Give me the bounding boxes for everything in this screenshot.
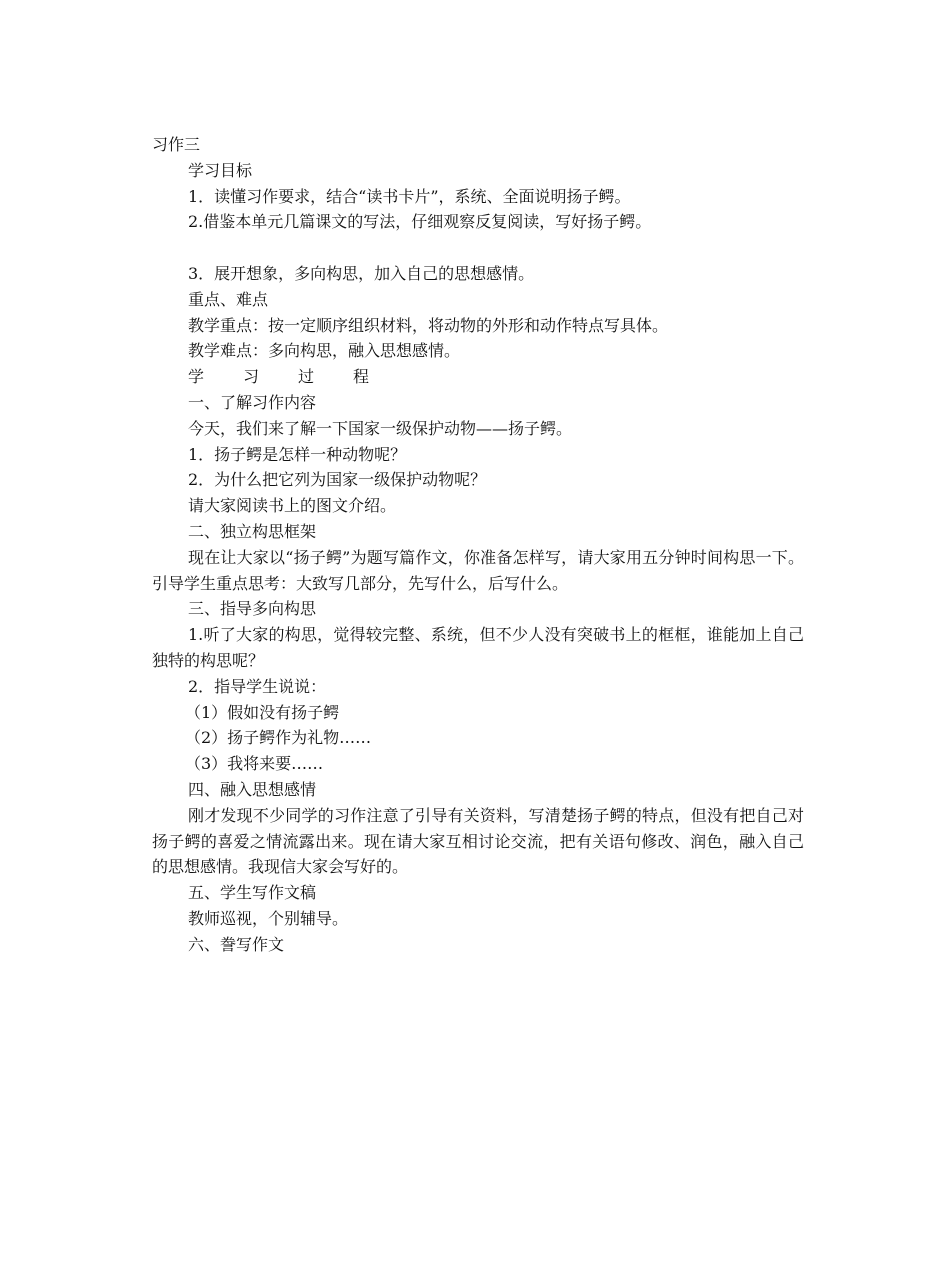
section-1-intro: 今天，我们来了解一下国家一级保护动物——扬子鳄。	[188, 418, 573, 438]
section-1-heading: 一、了解习作内容	[188, 392, 317, 412]
focus-difficult-point: 教学难点：多向构思，融入思想感情。	[188, 341, 461, 361]
section-5-heading: 五、学生写作文稿	[188, 883, 317, 903]
section-1-question-1: 1．扬子鳄是怎样一种动物呢？	[188, 444, 407, 464]
goals-heading: 学习目标	[188, 160, 253, 180]
section-3-item-3: （3）我将来要……	[185, 754, 324, 774]
section-3-guide: 2．指导学生说说：	[188, 676, 327, 696]
goal-item-1: 1．读懂习作要求，结合“读书卡片”，系统、全面说明扬子鳄。	[188, 186, 631, 206]
section-5-text: 教师巡视，个别辅导。	[188, 908, 349, 928]
process-char-1: 学	[188, 367, 205, 387]
process-heading	[152, 364, 804, 390]
section-3-heading: 三、指导多向构思	[188, 599, 317, 619]
goal-item-3: 3．展开想象，多向构思，加入自己的思想感情。	[188, 263, 535, 283]
section-3-item-2: （2）扬子鳄作为礼物……	[185, 728, 372, 748]
section-4-paragraph: 刚才发现不少同学的习作注意了引导有关资料，写清楚扬子鳄的特点，但没有把自己对扬子鳄的喜爱之情流露出来。现在请大家互相讨论交流，把有关语句修改、润色，融入自己的思想感情。我现信大家会写好的。	[152, 805, 804, 877]
section-3-item-1: （1）假如没有扬子鳄	[185, 702, 340, 722]
focus-key-point: 教学重点：按一定顺序组织材料，将动物的外形和动作特点写具体。	[188, 315, 669, 335]
section-3-paragraph: 1.听了大家的构思，觉得较完整、系统，但不少人没有突破书上的框框，谁能加上自己独特的构思呢？	[152, 625, 804, 670]
section-1-question-2: 2．为什么把它列为国家一级保护动物呢？	[188, 470, 487, 490]
process-char-3: 过	[298, 367, 315, 387]
section-2-paragraph: 现在让大家以“扬子鳄”为题写篇作文，你准备怎样写，请大家用五分钟时间构思一下。引导学生重点思考：大致写几部分，先写什么，后写什么。	[152, 547, 804, 593]
document-title: 习作三	[152, 135, 201, 154]
section-2-heading: 二、独立构思框架	[188, 521, 317, 541]
process-char-4: 程	[353, 367, 370, 387]
goal-item-2: 2.借鉴本单元几篇课文的写法，仔细观察反复阅读，写好扬子鳄。	[188, 212, 652, 232]
focus-heading: 重点、难点	[188, 289, 269, 309]
section-1-reading: 请大家阅读书上的图文介绍。	[188, 496, 397, 516]
document-body	[152, 132, 804, 958]
section-4-heading: 四、融入思想感情	[188, 779, 317, 799]
process-char-2: 习	[243, 367, 260, 387]
section-6-heading: 六、誊写作文	[188, 934, 285, 954]
blank-line	[152, 235, 804, 261]
